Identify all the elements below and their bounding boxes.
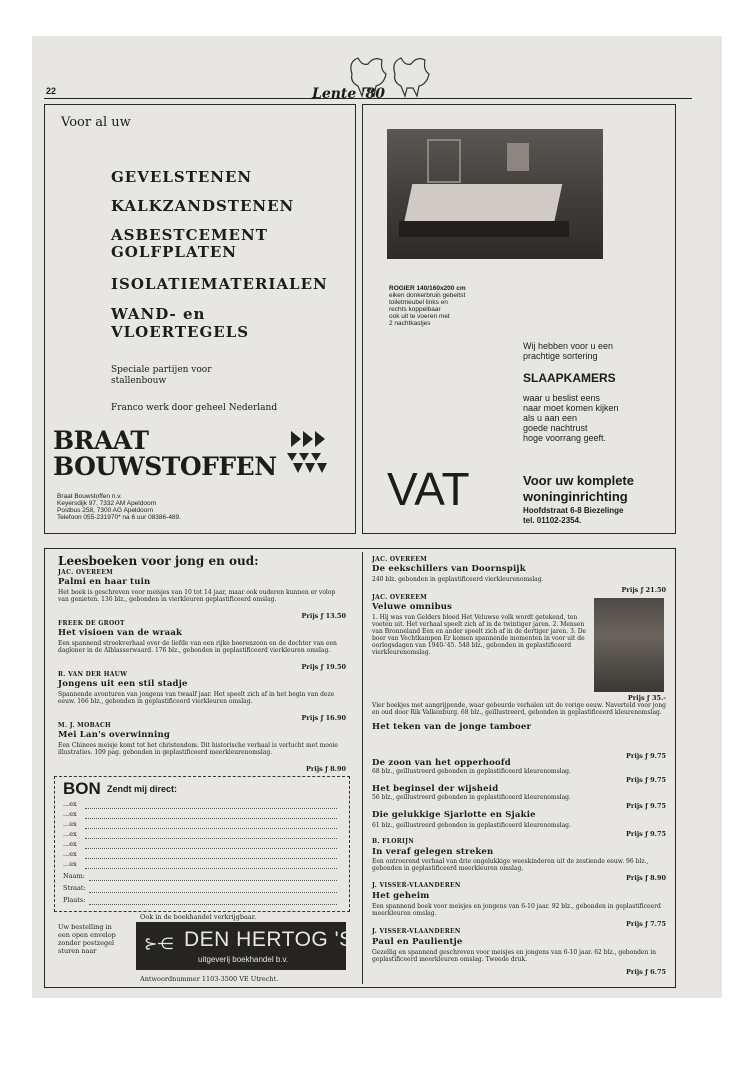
bedroom-photo — [387, 129, 603, 259]
coupon-subtitle: Zendt mij direct: — [107, 784, 178, 794]
books-heading: Leesboeken voor jong en oud: — [58, 554, 259, 568]
coupon-ex-line[interactable]: ...ex — [63, 830, 77, 838]
book-description: 68 blz., geïllustreerd gebonden in geplastificeerd kleurenomslag. — [372, 768, 571, 775]
book-title: In veraf gelegen streken — [372, 847, 494, 857]
bed-caption-1: ROGIER 140/160x200 cm — [389, 285, 466, 292]
coupon-ex-line[interactable]: ...ex — [63, 800, 77, 808]
vat-pitch-2b: naar moet komen kijken — [523, 403, 619, 413]
bookshop-note: Ook in de boekhandel verkrijgbaar. — [140, 913, 257, 921]
book-cover-image — [594, 598, 664, 692]
coupon-street-field[interactable]: Straat: — [63, 884, 86, 892]
book-title: Het teken van de jonge tamboer — [372, 722, 532, 732]
book-price: Prijs ƒ 13.50 — [301, 612, 346, 620]
masthead-title: Lente '80 — [312, 86, 385, 102]
book-price: Prijs ƒ 19.50 — [301, 663, 346, 671]
book-price: Prijs ƒ 9.75 — [626, 802, 666, 810]
braat-address-2: Keyersdijk 97, 7332 AM Apeldoorn — [57, 500, 157, 507]
braat-arrows-icon — [285, 427, 335, 477]
book-title: Het geheim — [372, 891, 430, 901]
vat-advert — [362, 104, 676, 534]
book-description: Spannende avonturen van jongens van twaalf jaar. Het speelt zich af in het begin van deze eeuw. 166 blz., gebonden in geplastificeerd vierkleuren omslag. — [58, 691, 335, 705]
book-author: J. VISSER-VLAANDEREN — [372, 882, 461, 889]
coupon-ex-line[interactable]: ...ex — [63, 850, 77, 858]
book-description: Het boek is geschreven voor meisjes van 10 tot 14 jaar, maar ook ouderen kunnen er volop van genieten. 136 blz., gebonden in vierkleuren geplastificeerd omslag. — [58, 589, 336, 603]
braat-product-1: GEVELSTENEN — [111, 168, 253, 186]
book-price: Prijs ƒ 7.75 — [626, 920, 666, 928]
vat-slaapkamers: SLAAPKAMERS — [523, 371, 616, 385]
book-title: Jongens uit een stil stadje — [58, 679, 188, 689]
bed-caption-2: eiken donkerbruin gebeitst — [389, 292, 466, 299]
book-author: JAC. OVEREEM — [58, 569, 114, 576]
book-author: J. VISSER-VLAANDEREN — [372, 928, 461, 935]
book-description: Gezellig en spannend geschreven voor meisjes en jongens van 6-10 jaar. 62 blz., gebonden in geplastificeerd meerkleuren omslag. Tweede druk. — [372, 949, 657, 963]
vat-slogan-1: Voor uw komplete — [523, 473, 634, 488]
coupon-ex-line[interactable]: ...ex — [63, 810, 77, 818]
book-author: FREEK DE GROOT — [58, 620, 125, 627]
vat-logo: VAT — [387, 463, 470, 515]
book-description: Vier boekjes met aangrijpende, waar gebeurde verhalen uit de vorige eeuw. Naverteld voor jong en oud door Rik Valkenburg. 68 blz., geïllustreerd, gebonden in geplastificeerd kleurenomslag. — [372, 702, 666, 716]
book-title: Het beginsel der wijsheid — [372, 784, 499, 794]
braat-intro: Voor al uw — [61, 115, 131, 130]
book-title: Palmi en haar tuin — [58, 577, 151, 587]
coupon-ex-line[interactable]: ...ex — [63, 840, 77, 848]
envelope-note-4: sturen naar — [58, 947, 97, 955]
envelope-note-3: zonder postzegel — [58, 939, 115, 947]
book-title: Mei Lan's overwinning — [58, 730, 170, 740]
header-rule — [44, 98, 692, 99]
book-description: Een Chinees meisje komt tot het christendom. Dit historische verhaal is verlucht met mooie illustraties. 109 pag. gebonden in geplastificeerd meerkleurenomslag. — [58, 742, 338, 756]
braat-special-1: Speciale partijen voor — [111, 365, 212, 375]
vat-pitch-1a: Wij hebben voor u een — [523, 341, 614, 351]
braat-brand-1: BRAAT — [53, 426, 149, 455]
bed-caption-6: 2 nachtkastjes — [389, 320, 431, 327]
vat-phone: tel. 01102-2354. — [523, 516, 582, 525]
braat-brand-2: BOUWSTOFFEN — [53, 452, 277, 481]
braat-product-7: VLOERTEGELS — [111, 323, 250, 341]
book-title: De eekschillers van Doornspijk — [372, 564, 526, 574]
coupon-city-field[interactable]: Plaats: — [63, 896, 86, 904]
book-title: Het visioen van de wraak — [58, 628, 183, 638]
book-author: JAC. OVEREEM — [372, 556, 428, 563]
book-price: Prijs ƒ 16.90 — [301, 714, 346, 722]
book-price: Prijs ƒ 8.90 — [306, 765, 346, 773]
publisher-banner — [136, 922, 354, 970]
books-divider — [362, 552, 363, 984]
book-price: Prijs ƒ 21.50 — [621, 586, 666, 594]
bed-caption-4: rechts koppelbaar — [389, 306, 441, 313]
braat-product-3: ASBESTCEMENT — [111, 226, 268, 244]
braat-address-4: Telefoon 055-231970* na 6 uur 08386-489. — [57, 514, 181, 521]
braat-address-1: Braat Bouwstoffen n.v. — [57, 493, 122, 500]
braat-advert — [44, 104, 356, 534]
book-author: M. J. MOBACH — [58, 722, 112, 729]
reply-number: Antwoordnummer 1103-3500 VE Utrecht. — [140, 975, 279, 983]
coupon-title: BON — [63, 779, 101, 798]
book-description: Een spannend streekverhaal over de liefde van een rijke boerenzoon en de dochter van een dagloner in de Alblasserwaard. 176 blz., gebonden in geplastificeerd vierkleuren omslag. — [58, 640, 337, 654]
book-price: Prijs ƒ 8.90 — [626, 874, 666, 882]
vat-slogan-2: woninginrichting — [523, 489, 628, 504]
book-title: Paul en Paulientje — [372, 937, 463, 947]
vat-pitch-2a: waar u beslist eens — [523, 393, 601, 403]
vat-pitch-2e: hoge voorrang geeft. — [523, 433, 607, 443]
braat-special-2: stallenbouw — [111, 376, 167, 386]
book-description: 61 blz., geïllustreerd gebonden in geplastificeerd kleurenomslag. — [372, 822, 571, 829]
book-description: Een spannend boek voor meisjes en jongens van 6-10 jaar. 92 blz., gebonden in geplastificeerd meerkleuren omslag. — [372, 903, 661, 917]
book-description: 1. Hij was van Gelders bloed Het Veluwse volk wordt getekend, ten voeten uit. Het verhaal speelt zich af in de twintiger jaren. 2. Mensen van Bronneland Een en ander speelt zich af in de dertiger jaren. 3. De boer van Vechtkampen Er komen spannende momenten in voor uit de oorlogsdagen van 1940-'45. 548 blz., gebonden in geplastificeerd vierkleurenomslag. — [372, 614, 587, 656]
envelope-note-1: Uw bestelling in — [58, 923, 112, 931]
braat-product-2: KALKZANDSTENEN — [111, 197, 295, 215]
book-author: B. FLORIJN — [372, 838, 415, 845]
braat-product-4: GOLFPLATEN — [111, 243, 238, 261]
order-coupon — [54, 776, 350, 912]
page-number: 22 — [46, 86, 57, 96]
book-price: Prijs ƒ 9.75 — [626, 752, 666, 760]
braat-franco: Franco werk door geheel Nederland — [111, 403, 278, 413]
book-description: 240 blz. gebonden in geplastificeerd vierkleurenomslag. — [372, 576, 544, 583]
book-price: Prijs ƒ 6.75 — [626, 968, 666, 976]
coupon-ex-line[interactable]: ...ex — [63, 860, 77, 868]
book-price: Prijs ƒ 35.- — [627, 694, 666, 702]
book-price: Prijs ƒ 9.75 — [626, 776, 666, 784]
publisher-logo-icon: ⊱⋲ — [144, 936, 174, 953]
book-title: Veluwe omnibus — [372, 602, 453, 612]
vat-address: Hoofdstraat 6-8 Biezelinge — [523, 506, 624, 515]
publisher-name: DEN HERTOG 'S — [184, 928, 354, 951]
book-author: JAC. OVEREEM — [372, 594, 428, 601]
book-author: R. VAN DER HAUW — [58, 671, 128, 678]
bed-caption-3: toiletmeubel links en — [389, 299, 448, 306]
braat-product-6: WAND- en — [111, 305, 206, 323]
coupon-ex-line[interactable]: ...ex — [63, 820, 77, 828]
vat-pitch-2d: goede nachtrust — [523, 423, 588, 433]
vat-pitch-2c: als u aan een — [523, 413, 578, 423]
braat-address-3: Postbus 258, 7300 AG Apeldoorn — [57, 507, 154, 514]
publisher-subtitle: uitgeverij boekhandel b.v. — [198, 955, 289, 964]
vat-pitch-1b: prachtige sortering — [523, 351, 598, 361]
braat-product-5: ISOLATIEMATERIALEN — [111, 275, 328, 293]
coupon-name-field[interactable]: Naam: — [63, 872, 85, 880]
envelope-note-2: een open envelop — [58, 931, 116, 939]
book-title: Die gelukkige Sjarlotte en Sjakie — [372, 810, 536, 820]
bed-caption-5: ook uit te voeren met — [389, 313, 450, 320]
book-description: Een ontroerend verhaal van drie ongelukkige weeskinderen uit de zestiende eeuw. 96 blz., gebonden in geplastificeerd meerkleuren omslag. — [372, 858, 649, 872]
book-title: De zoon van het opperhoofd — [372, 758, 511, 768]
book-price: Prijs ƒ 9.75 — [626, 830, 666, 838]
book-description: 56 blz., geïllustreerd gebonden in geplastificeerd kleurenomslag. — [372, 794, 571, 801]
